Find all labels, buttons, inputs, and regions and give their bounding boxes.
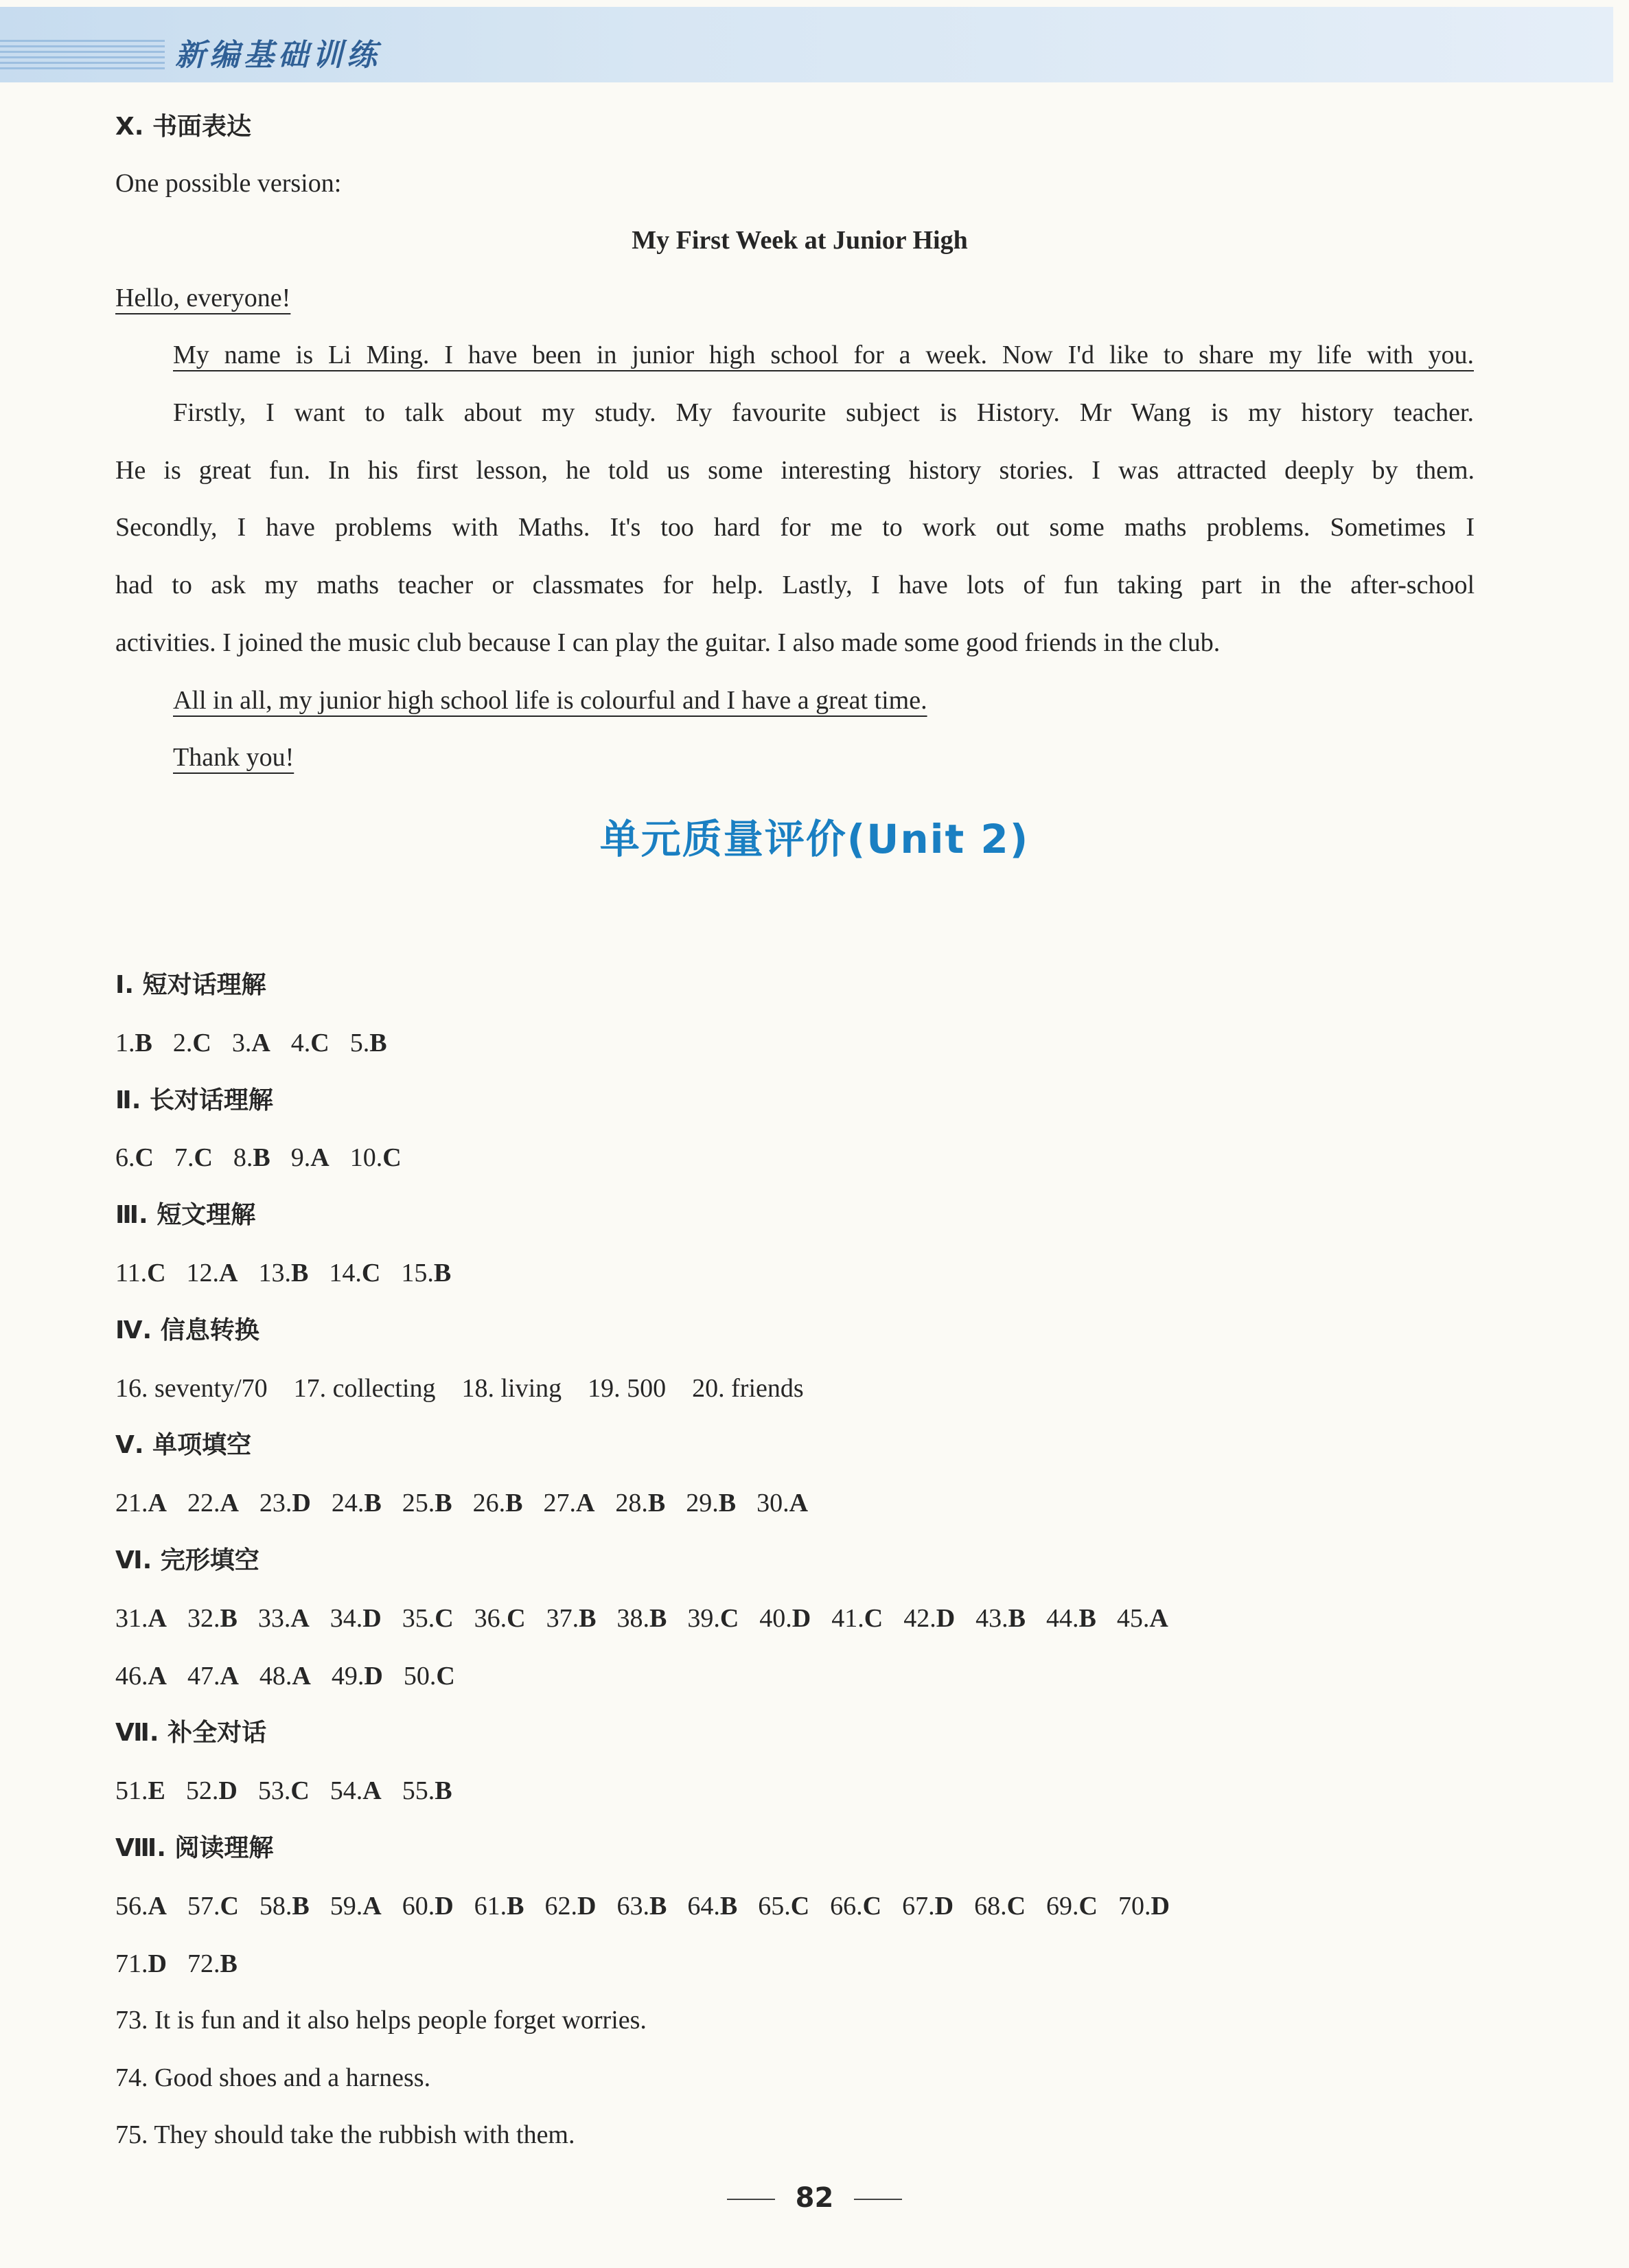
answer-number: 31. — [115, 1604, 148, 1633]
answer-letter: A — [290, 1604, 310, 1633]
answer-number: 56. — [115, 1892, 148, 1921]
page-number-text: 82 — [795, 2182, 834, 2214]
answer-item — [974, 1892, 1026, 1921]
answer-item — [975, 1604, 1026, 1633]
answer-item — [329, 1259, 380, 1287]
answer-item — [402, 1604, 454, 1633]
answer-item — [115, 1143, 154, 1172]
answer-letter: B — [435, 1489, 452, 1517]
answer-letter: A — [292, 1662, 311, 1691]
answer-letter: B — [649, 1604, 667, 1633]
answer-letter: B — [435, 1776, 452, 1805]
answer-item — [258, 1776, 310, 1805]
answer-number: 72. — [187, 1949, 220, 1978]
answer-number: 55. — [402, 1776, 435, 1805]
answer-letter: D — [148, 1949, 167, 1978]
answer-letter: B — [253, 1143, 270, 1172]
essay-greeting: Hello, everyone! — [115, 284, 291, 312]
answer-row: 16. seventy/70 17. collecting 18. living 19. 500 20. friends — [115, 1374, 804, 1403]
answer-item — [756, 1489, 808, 1517]
answer-number: 10. — [349, 1143, 383, 1172]
answer-number: 36. — [474, 1604, 507, 1633]
answer-number: 61. — [474, 1892, 507, 1921]
section-heading: Ⅷ. 阅读理解 — [115, 1834, 274, 1862]
header-decoration — [0, 40, 165, 70]
answer-number: 11. — [115, 1259, 148, 1287]
answer-number: 45. — [1116, 1604, 1150, 1633]
answer-letter: B — [649, 1892, 667, 1921]
answer-letter: B — [369, 1029, 387, 1057]
intro-text: One possible version: — [115, 169, 342, 198]
page-number — [0, 2182, 1629, 2214]
answer-number: 1. — [115, 1029, 135, 1057]
answer-item — [404, 1662, 455, 1691]
answer-item — [758, 1892, 809, 1921]
answer-letter: B — [433, 1259, 452, 1287]
answer-item — [332, 1662, 383, 1691]
answer-item — [259, 1662, 311, 1691]
answer-item — [173, 1029, 211, 1057]
answer-item — [259, 1892, 310, 1921]
essay-line: Secondly, I have problems with Maths. It's too hard for me to work out some maths problems. Sometimes I — [115, 513, 1475, 542]
answer-number: 50. — [403, 1662, 437, 1691]
unit-title: 单元质量评价(Unit 2) — [599, 816, 1030, 862]
answer-letter: C — [147, 1259, 166, 1287]
answer-number: 66. — [830, 1892, 863, 1921]
answer-item — [902, 1892, 954, 1921]
answer-item — [187, 1949, 238, 1978]
essay-line: He is great fun. In his first lesson, he told us some interesting history stories. I was attracted deeply by them. — [115, 456, 1475, 485]
answer-number: 15. — [401, 1259, 434, 1287]
answer-letter: D — [364, 1662, 383, 1691]
answer-row — [115, 1659, 476, 1693]
section-heading: Ⅵ. 完形填空 — [115, 1546, 259, 1574]
answer-row — [115, 1141, 422, 1175]
dash-left — [727, 2199, 775, 2200]
answer-letter: A — [148, 1662, 167, 1691]
answer-item — [187, 1259, 238, 1287]
section-heading: Ⅰ. 短对话理解 — [115, 971, 266, 999]
answer-number: 37. — [546, 1604, 579, 1633]
answer-item — [543, 1489, 594, 1517]
answer-number: 59. — [330, 1892, 363, 1921]
answer-letter: A — [1149, 1604, 1168, 1633]
answer-item — [830, 1892, 881, 1921]
answer-number: 28. — [615, 1489, 648, 1517]
answer-letter: C — [862, 1892, 882, 1921]
answer-number: 46. — [115, 1662, 148, 1691]
answer-number: 44. — [1046, 1604, 1079, 1633]
answer-letter: B — [220, 1604, 238, 1633]
answer-number: 34. — [330, 1604, 363, 1633]
answer-number: 47. — [187, 1662, 220, 1691]
answer-number: 26. — [472, 1489, 506, 1517]
essay-title: My First Week at Junior High — [632, 226, 968, 255]
answer-item — [233, 1143, 270, 1172]
answer-number: 24. — [331, 1489, 365, 1517]
answer-letter: D — [934, 1892, 954, 1921]
answer-item — [350, 1143, 402, 1172]
answer-number: 69. — [1046, 1892, 1079, 1921]
answer-item — [474, 1892, 524, 1921]
answer-number: 32. — [187, 1604, 220, 1633]
answer-item — [401, 1259, 451, 1287]
essay-line: Firstly, I want to talk about my study. My favourite subject is History. Mr Wang is my history teacher. — [173, 398, 1474, 427]
answer-letter: A — [789, 1489, 809, 1517]
answer-item — [903, 1604, 955, 1633]
answer-item — [187, 1604, 238, 1633]
answer-number: 54. — [330, 1776, 363, 1805]
short-answer: 74. Good shoes and a harness. — [115, 2063, 431, 2092]
answer-letter: C — [864, 1604, 883, 1633]
answer-item — [402, 1892, 454, 1921]
answer-item — [115, 1662, 167, 1691]
answer-item — [402, 1489, 452, 1517]
answer-letter: D — [1151, 1892, 1170, 1921]
answer-letter: B — [135, 1029, 152, 1057]
answer-row — [115, 1889, 1190, 1923]
answer-letter: B — [579, 1604, 597, 1633]
essay-line: activities. I joined the music club because I can play the guitar. I also made some good friends in the club. — [115, 628, 1221, 657]
answer-number: 40. — [759, 1604, 792, 1633]
answer-number: 33. — [257, 1604, 291, 1633]
answer-letter: B — [1078, 1604, 1096, 1633]
answer-letter: B — [719, 1892, 738, 1921]
answer-number: 5. — [349, 1029, 370, 1057]
answer-row — [115, 1256, 472, 1290]
answer-item — [330, 1604, 382, 1633]
answer-row — [115, 1486, 829, 1520]
answer-letter: C — [790, 1892, 810, 1921]
answer-number: 52. — [185, 1776, 219, 1805]
answer-number: 14. — [329, 1259, 362, 1287]
dash-right — [854, 2199, 902, 2200]
answer-letter: E — [148, 1776, 165, 1805]
answer-letter: C — [382, 1143, 402, 1172]
answer-item — [186, 1776, 238, 1805]
section-heading: Ⅶ. 补全对话 — [115, 1719, 267, 1747]
answer-number: 70. — [1118, 1892, 1151, 1921]
answer-number: 64. — [687, 1892, 720, 1921]
answer-letter: C — [220, 1892, 239, 1921]
answer-item — [115, 1892, 167, 1921]
answer-item — [115, 1259, 166, 1287]
short-answer: 75. They should take the rubbish with them. — [115, 2120, 575, 2149]
short-answer: 73. It is fun and it also helps people forget worries. — [115, 2006, 647, 2035]
answer-letter: C — [1006, 1892, 1026, 1921]
answer-letter: C — [310, 1029, 330, 1057]
answer-letter: C — [290, 1776, 310, 1805]
section-heading: Ⅲ. 短文理解 — [115, 1201, 256, 1229]
answer-letter: A — [148, 1892, 167, 1921]
answer-item — [115, 1776, 165, 1805]
answer-number: 13. — [258, 1259, 291, 1287]
answer-item — [291, 1029, 330, 1057]
answer-letter: D — [577, 1892, 597, 1921]
essay-line: had to ask my maths teacher or classmates for help. Lastly, I have lots of fun taking part in the after-school — [115, 571, 1475, 599]
answer-number: 62. — [544, 1892, 578, 1921]
answer-letter: A — [362, 1776, 382, 1805]
answer-number: 23. — [259, 1489, 292, 1517]
section-heading: Ⅴ. 单项填空 — [115, 1431, 252, 1459]
answer-number: 60. — [402, 1892, 435, 1921]
essay-closing: Thank you! — [173, 743, 294, 772]
answer-item — [187, 1662, 239, 1691]
section-heading: Ⅱ. 长对话理解 — [115, 1086, 273, 1114]
answer-item — [687, 1892, 737, 1921]
answer-letter: B — [1008, 1604, 1026, 1633]
answer-letter: D — [362, 1604, 382, 1633]
essay-paragraph: All in all, my junior high school life is colourful and I have a great time. — [173, 686, 927, 715]
answer-item — [546, 1604, 597, 1633]
answer-letter: B — [220, 1949, 238, 1978]
answer-letter: A — [251, 1029, 270, 1057]
answer-row — [115, 1601, 1189, 1636]
answer-number: 35. — [402, 1604, 435, 1633]
answer-number: 4. — [290, 1029, 311, 1057]
answer-item — [115, 1489, 167, 1517]
answer-number: 29. — [686, 1489, 719, 1517]
answer-letter: D — [792, 1604, 811, 1633]
answer-letter: C — [361, 1259, 381, 1287]
answer-letter: D — [936, 1604, 956, 1633]
answer-letter: B — [291, 1259, 309, 1287]
answer-item — [258, 1604, 310, 1633]
answer-number: 67. — [902, 1892, 935, 1921]
answer-item — [473, 1489, 523, 1517]
answer-number: 9. — [290, 1143, 311, 1172]
answer-number: 68. — [974, 1892, 1007, 1921]
answer-item — [259, 1259, 309, 1287]
answer-number: 8. — [233, 1143, 253, 1172]
answer-number: 38. — [616, 1604, 649, 1633]
answer-item — [615, 1489, 665, 1517]
answer-letter: A — [220, 1662, 239, 1691]
answer-number: 2. — [172, 1029, 193, 1057]
answer-letter: B — [718, 1489, 737, 1517]
answer-number: 51. — [115, 1776, 148, 1805]
answer-letter: B — [507, 1892, 524, 1921]
answer-letter: C — [194, 1143, 213, 1172]
answer-number: 39. — [687, 1604, 720, 1633]
answer-item — [187, 1489, 239, 1517]
answer-number: 57. — [187, 1892, 220, 1921]
answer-item — [115, 1029, 152, 1057]
answer-number: 25. — [402, 1489, 435, 1517]
answer-item — [330, 1776, 382, 1805]
answer-number: 22. — [187, 1489, 220, 1517]
section-heading: Ⅹ. 书面表达 — [115, 113, 251, 141]
answer-number: 43. — [975, 1604, 1008, 1633]
answer-item — [759, 1604, 811, 1633]
answer-item — [232, 1029, 270, 1057]
answer-letter: B — [647, 1489, 666, 1517]
essay-paragraph: My name is Li Ming. I have been in junior high school for a week. Now I'd like to share my life with you. — [173, 341, 1474, 369]
answer-letter: A — [219, 1259, 238, 1287]
answer-item — [545, 1892, 597, 1921]
answer-letter: C — [719, 1604, 739, 1633]
header-title: 新编基础训练 — [175, 38, 381, 73]
answer-item — [686, 1489, 736, 1517]
answer-item — [187, 1892, 239, 1921]
answer-row — [115, 1774, 473, 1808]
answer-letter: C — [507, 1604, 526, 1633]
answer-number: 48. — [259, 1662, 292, 1691]
answer-number: 71. — [115, 1949, 148, 1978]
answer-number: 58. — [259, 1892, 292, 1921]
answer-letter: C — [135, 1143, 154, 1172]
answer-item — [1118, 1892, 1170, 1921]
answer-item — [174, 1143, 213, 1172]
answer-item — [616, 1604, 667, 1633]
answer-number: 3. — [231, 1029, 252, 1057]
answer-letter: C — [436, 1662, 455, 1691]
answer-item — [291, 1143, 330, 1172]
answer-letter: B — [292, 1892, 310, 1921]
answer-letter: C — [1078, 1892, 1098, 1921]
answer-number: 21. — [115, 1489, 148, 1517]
answer-number: 27. — [543, 1489, 576, 1517]
answer-row — [115, 1026, 408, 1060]
answer-item — [1046, 1604, 1096, 1633]
answer-item — [115, 1949, 167, 1978]
answer-letter: D — [218, 1776, 238, 1805]
answer-letter: D — [292, 1489, 311, 1517]
answer-letter: A — [575, 1489, 595, 1517]
answer-number: 7. — [174, 1143, 194, 1172]
answer-letter: C — [192, 1029, 211, 1057]
answer-item — [259, 1489, 311, 1517]
answer-letter: A — [148, 1604, 167, 1633]
answer-letter: A — [148, 1489, 167, 1517]
answer-letter: D — [435, 1892, 454, 1921]
answer-number: 42. — [903, 1604, 936, 1633]
answer-item — [350, 1029, 387, 1057]
answer-item — [330, 1892, 382, 1921]
answer-item — [831, 1604, 883, 1633]
answer-number: 63. — [616, 1892, 649, 1921]
answer-number: 65. — [758, 1892, 791, 1921]
answer-number: 53. — [257, 1776, 291, 1805]
answer-row — [115, 1947, 258, 1981]
answer-item — [616, 1892, 667, 1921]
answer-item — [115, 1604, 167, 1633]
answer-number: 49. — [331, 1662, 365, 1691]
answer-number: 41. — [831, 1604, 864, 1633]
answer-item — [402, 1776, 452, 1805]
answer-item — [332, 1489, 382, 1517]
answer-item — [687, 1604, 739, 1633]
answer-item — [474, 1604, 526, 1633]
answer-number: 12. — [186, 1259, 220, 1287]
answer-number: 6. — [115, 1143, 135, 1172]
answer-number: 30. — [756, 1489, 789, 1517]
answer-item — [1046, 1892, 1098, 1921]
answer-letter: C — [435, 1604, 454, 1633]
answer-letter: A — [310, 1143, 330, 1172]
section-heading: Ⅳ. 信息转换 — [115, 1316, 259, 1344]
answer-item — [1117, 1604, 1168, 1633]
answer-letter: A — [362, 1892, 382, 1921]
answer-letter: A — [220, 1489, 239, 1517]
answer-letter: B — [505, 1489, 523, 1517]
answer-letter: B — [364, 1489, 382, 1517]
